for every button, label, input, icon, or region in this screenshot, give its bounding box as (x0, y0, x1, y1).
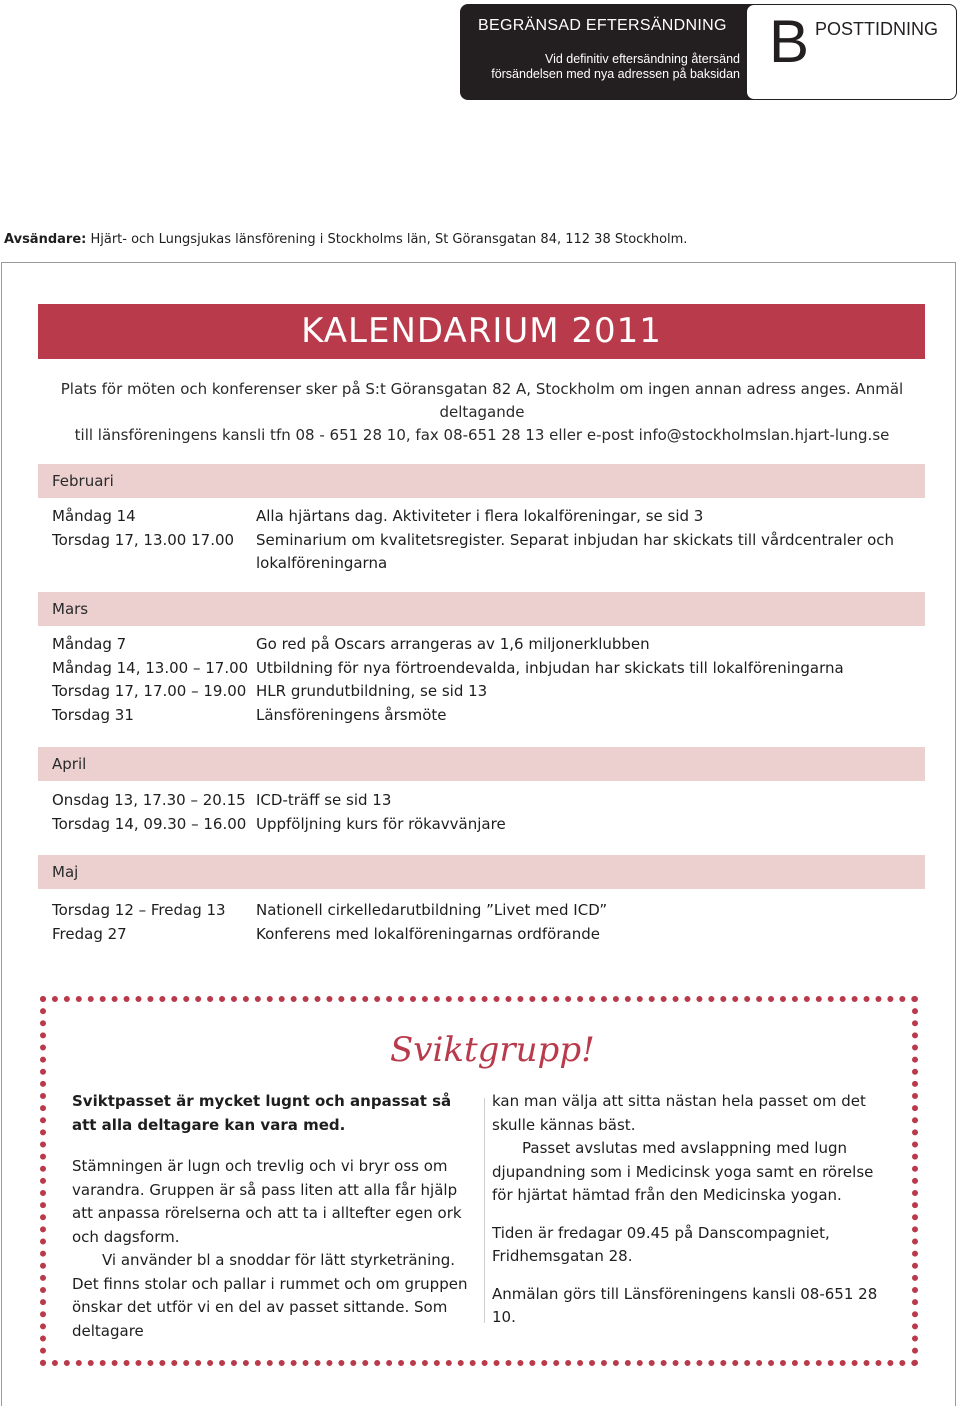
sender-text: Hjärt- och Lungsjukas länsförening i Stockholms län, St Göransgatan 84, 112 38 Stockholm. (86, 232, 688, 247)
posttidning-panel (746, 4, 957, 100)
calendar-entry (52, 789, 927, 813)
entry-date: Torsdag 12 – Fredag 13 (52, 901, 226, 919)
month-header-februari: Februari (38, 464, 925, 498)
intro-text (40, 378, 924, 447)
calendar-banner: KALENDARIUM 2011 (38, 304, 925, 359)
entry-text: Utbildning för nya förtroendevalda, inbjudan har skickats till lokalföreningarna (256, 658, 844, 677)
entry-text: Seminarium om kvalitetsregister. Separat inbjudan har skickats till vårdcentraler och (256, 530, 894, 549)
sviktgrupp-title: Sviktgrupp! (390, 1030, 595, 1070)
sviktgrupp-paragraph: Vi använder bl a snoddar för lätt styrketräning. Det finns stolar och pallar i rummet och om gruppen önskar det utför vi en del av passet sittande. Som deltagare (72, 1251, 468, 1340)
month-header-april: April (38, 747, 925, 781)
forwarding-note-line2: försändelsen med nya adressen på baksidan (491, 67, 740, 81)
month-entries-februari (52, 505, 927, 576)
month-entries-mars (52, 633, 927, 727)
entry-date: Torsdag 17, 13.00 17.00 (52, 530, 235, 549)
posttidning-label: POSTTIDNING (815, 19, 939, 39)
calendar-entry (52, 813, 927, 837)
sviktgrupp-paragraph: Passet avslutas med avslappning med lugn djupandning som i Medicinsk yoga samt en rörelse för hjärtat hämtad från den Medicinska yogan. (492, 1139, 874, 1204)
entry-text: Uppföljning kurs för rökavvänjare (256, 814, 506, 833)
entry-text: Länsföreningens årsmöte (256, 705, 447, 724)
entry-text: ICD-träff se sid 13 (256, 791, 392, 809)
intro-line1: Plats för möten och konferenser sker på S:t Göransgatan 82 A, Stockholm om ingen annan adress anges. Anmäl deltagande (60, 380, 904, 421)
entry-date: Måndag 7 (52, 635, 127, 653)
entry-date: Fredag 27 (52, 924, 127, 943)
sviktgrupp-paragraph: Stämningen är lugn och trevlig och vi bryr oss om varandra. Gruppen är så pass liten att alla får hjälp att anpassa rörelserna och att ta i alltefter egen ork och dagsform. (72, 1157, 462, 1246)
month-header-maj: Maj (38, 855, 925, 889)
intro-line2: till länsföreningens kansli tfn 08 - 651 28 10, fax 08-651 28 13 eller e-post info@stockholmslan.hjart-lung.se (74, 426, 890, 444)
forwarding-note-line1: Vid definitiv eftersändning återsänd (544, 52, 740, 66)
month-entries-maj (52, 899, 927, 946)
sviktgrupp-paragraph: Anmälan görs till Länsföreningens kansli 08-651 28 10. (492, 1284, 878, 1326)
entry-text: Alla hjärtans dag. Aktiviteter i flera lokalföreningar, se sid 3 (256, 507, 704, 525)
sender-line (4, 232, 687, 247)
calendar-entry (52, 633, 927, 657)
restricted-forwarding-title: BEGRÄNSAD EFTERSÄNDNING (478, 17, 727, 34)
sviktgrupp-left-column (72, 1090, 472, 1354)
entry-date: Måndag 14 (52, 507, 136, 525)
sviktgrupp-lead: Sviktpasset är mycket lugnt och anpassat så att alla deltagare kan vara med. (72, 1092, 452, 1134)
postage-indicia (460, 4, 957, 100)
entry-date: Måndag 14, 13.00 – 17.00 (52, 658, 249, 677)
restricted-forwarding-panel (460, 4, 760, 100)
month-header-mars: Mars (38, 592, 925, 626)
calendar-entry (52, 505, 927, 529)
calendar-entry (52, 552, 927, 576)
calendar-entry (52, 704, 927, 728)
entry-text: lokalföreningarna (256, 554, 388, 572)
entry-text: Nationell cirkelledarutbildning ”Livet med ICD” (256, 901, 608, 919)
calendar-entry (52, 529, 927, 553)
entry-text: HLR grundutbildning, se sid 13 (256, 682, 488, 700)
entry-date: Torsdag 17, 17.00 – 19.00 (52, 682, 247, 700)
column-divider (484, 1098, 485, 1323)
entry-date: Torsdag 31 (52, 705, 134, 724)
entry-text: Konferens med lokalföreningarnas ordförande (256, 924, 600, 943)
calendar-entry (52, 923, 927, 947)
sviktgrupp-right-column (492, 1090, 897, 1341)
entry-date (52, 552, 256, 576)
entry-date: Onsdag 13, 17.30 – 20.15 (52, 791, 246, 809)
calendar-entry (52, 680, 927, 704)
sender-label: Avsändare: (4, 232, 87, 247)
sviktgrupp-paragraph: kan man välja att sitta nästan hela passet om det skulle kännas bäst. (492, 1092, 866, 1134)
entry-text: Go red på Oscars arrangeras av 1,6 miljonerklubben (256, 635, 650, 653)
calendar-entry (52, 657, 927, 681)
entry-date: Torsdag 14, 09.30 – 16.00 (52, 814, 247, 833)
month-entries-april (52, 789, 927, 836)
calendar-entry (52, 899, 927, 923)
postage-class-letter: B (769, 8, 810, 75)
sviktgrupp-paragraph: Tiden är fredagar 09.45 på Danscompagniet, Fridhemsgatan 28. (492, 1223, 830, 1265)
forwarding-note (460, 52, 740, 82)
